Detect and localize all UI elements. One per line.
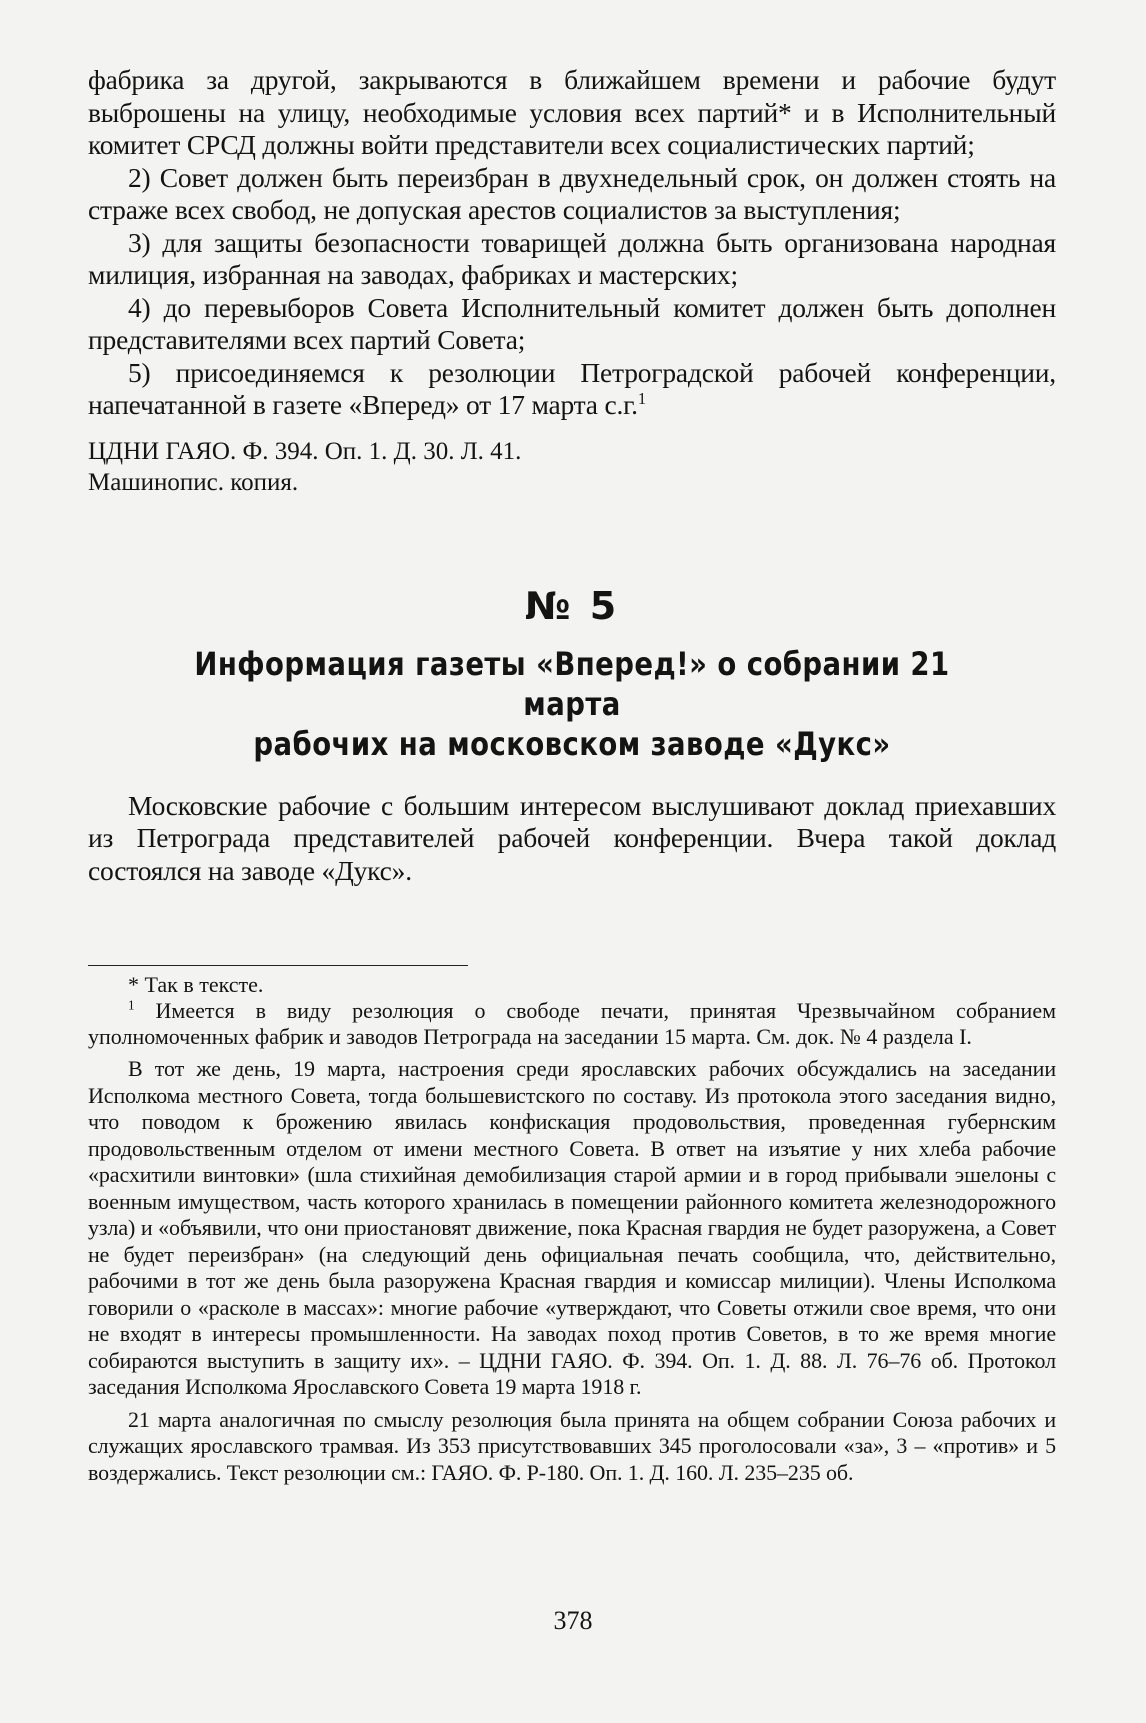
resolution-paragraph-continued: фабрика за другой, закрываются в ближайшем времени и рабочие будут выброшены на улицу, необходимые условия всех партий* и в Исполнительный комитет СРСД должны войти представители всех социалистических партий; (88, 64, 1056, 160)
footnote-divider (88, 965, 468, 966)
footnote-ref-1: 1 (637, 388, 646, 408)
document-title-line-2: рабочих на московском заводе «Дукс» (253, 724, 891, 763)
resolution-item-3: 3) для защиты безопасности товарищей должна быть организована народная милиция, избранная на заводах, фабриках и мастерских; (88, 226, 1056, 290)
resolution-item-5-text: 5) присоединяемся к резолюции Петроградской рабочей конференции, напечатанной в газете «Вперед» от 17 марта с.г. (88, 356, 1056, 420)
commentary-paragraph-1: В тот же день, 19 марта, настроения среди ярославских рабочих обсуждались на заседании Исполкома местного Совета, тогда большевистского по составу. Из протокола этого заседания видно, что поводом к брожению явилась конфискация продовольствия, проведенная губернским продовольственным отделом от имени местного Совета. В ответ на изъятие у них хлеба рабочие «расхитили винтовки» (шла стихийная демобилизация старой армии и в город прибывали эшелоны с военным имуществом, часть которого хранилась в помещении районного комитета железнодорожного узла) и «объявили, что они приостановят движение, пока Красная гвардия не будет разоружена, а Совет не будет переизбран» (на следующий день официальная печать сообщила, что, действительно, рабочими в тот же день была разоружена Красная гвардия и комиссар милиции). Члены Исполкома говорили о «расколе в массах»: многие рабочие «утверждают, что Советы отжили свое время, что они не входят в интересы промышленности. На заводах поход против Советов, в то же время многие собираются выступить в защиту их». – ЦДНИ ГАЯО. Ф. 394. Оп. 1. Д. 88. Л. 76–76 об. Протокол заседания Исполкома Ярославского Совета 19 марта 1918 г. (88, 1056, 1056, 1399)
resolution-item-2: 2) Совет должен быть переизбран в двухнедельный срок, он должен стоять на страже всех свобод, не допуская арестов социалистов за выступления; (88, 161, 1056, 225)
footnote-1-mark: 1 (128, 997, 135, 1013)
document-body: Московские рабочие с большим интересом выслушивают доклад приехавших из Петрограда представителей рабочей конференции. Вчера такой доклад состоялся на заводе «Дукс». (88, 789, 1056, 886)
resolution-item-5 (88, 357, 1056, 422)
archive-note: Машинопис. копия. (88, 468, 299, 496)
archive-reference: ЦДНИ ГАЯО. Ф. 394. Оп. 1. Д. 30. Л. 41. (88, 437, 522, 465)
archive-source (88, 436, 1056, 498)
document-title-line-1: Информация газеты «Вперед!» о собрании 21 марта (194, 644, 950, 723)
page-number: 378 (553, 1606, 593, 1635)
book-page (88, 64, 1056, 1486)
document-number: № 5 (524, 583, 620, 628)
footnote-1-text: Имеется в виду резолюция о свободе печати, принятая Чрезвычайном собранием уполномоченных фабрик и заводов Петрограда на заседании 15 марта. См. док. № 4 раздела I. (88, 998, 1057, 1049)
footnote-1 (88, 998, 1056, 1050)
commentary-paragraph-2: 21 марта аналогичная по смыслу резолюция была принята на общем собрании Союза рабочих и служащих ярославского трамвая. Из 353 присутствовавших 345 проголосовали «за», 3 – «против» и 5 воздержались. Текст резолюции см.: ГАЯО. Ф. Р-180. Оп. 1. Д. 160. Л. 235–235 об. (88, 1406, 1056, 1485)
document-title (156, 644, 988, 764)
resolution-item-4: 4) до перевыборов Совета Исполнительный комитет должен быть дополнен представителями всех партий Совета; (88, 291, 1056, 355)
footnote-star: * Так в тексте. (128, 972, 264, 997)
